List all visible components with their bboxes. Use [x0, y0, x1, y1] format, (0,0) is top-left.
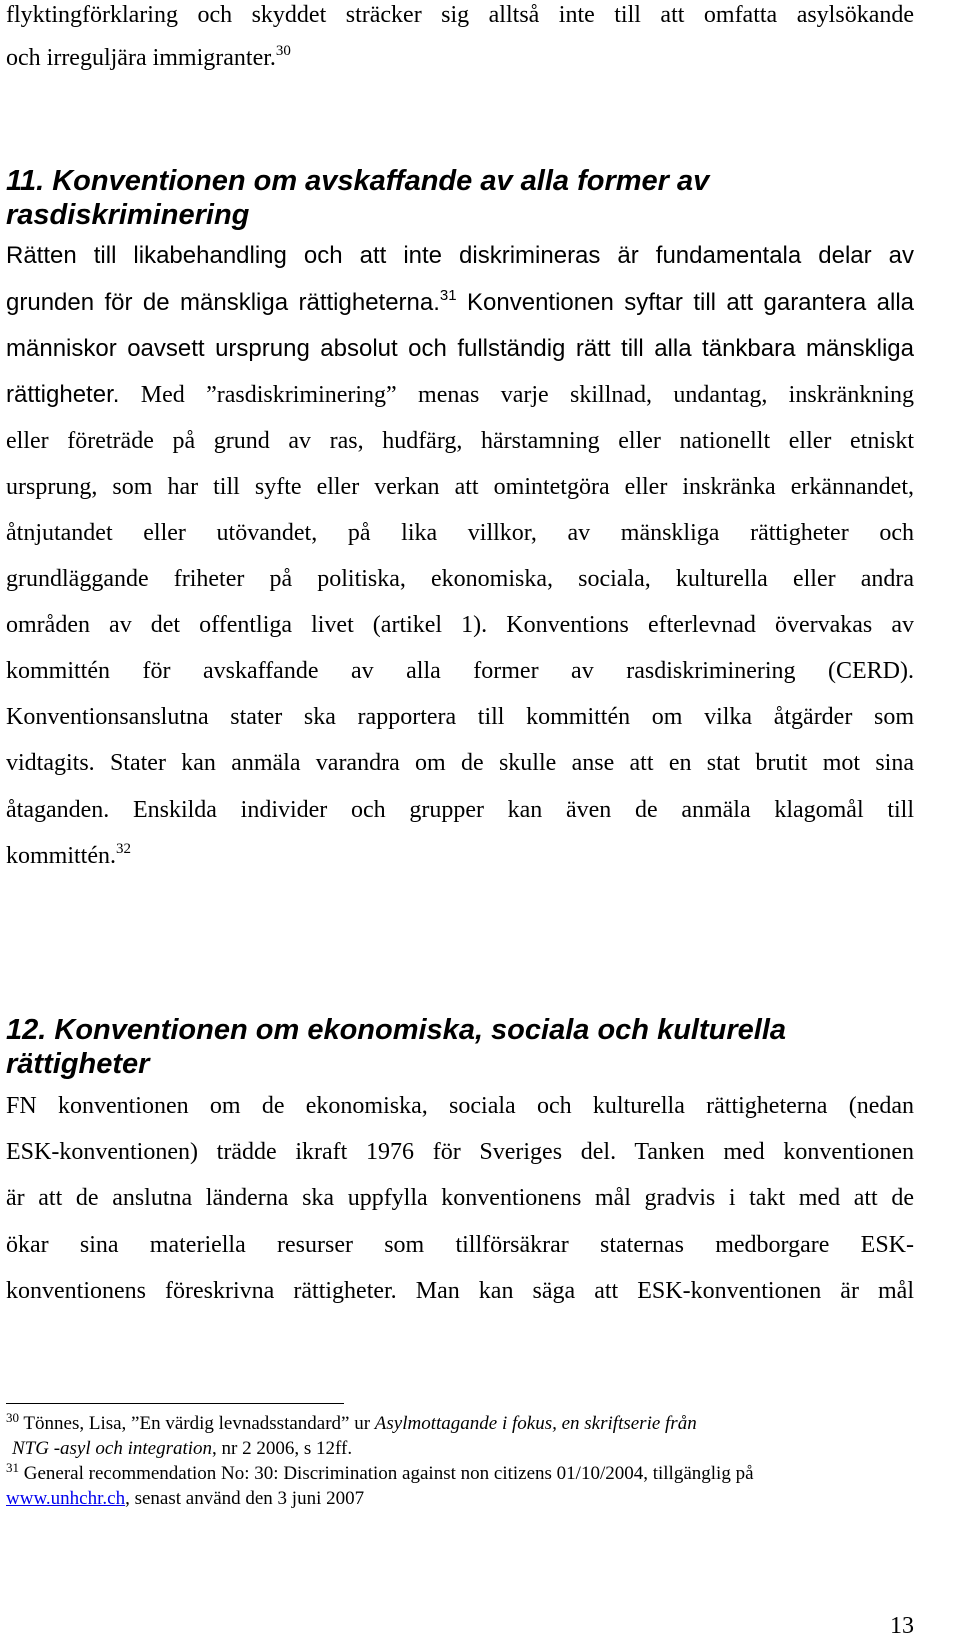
section-12-line-2: ESK-konventionen) trädde ikraft 1976 för Sveriges del. Tanken med konventionen: [6, 1139, 914, 1165]
section-11-line-12: vidtagits. Stater kan anmäla varandra om de skulle anse att en stat brutit mot sina: [6, 750, 914, 776]
section-12-line-1: FN konventionen om de ekonomiska, sociala och kulturella rättigheterna (nedan: [6, 1093, 914, 1119]
section-11-line-10: kommittén för avskaffande av alla former av rasdiskriminering (CERD).: [6, 658, 914, 684]
section-11-heading-line-2: rasdiskriminering: [6, 199, 250, 231]
page-number: 13: [890, 1613, 914, 1639]
section-12-line-4: ökar sina materiella resurser som tillförsäkrar staternas medborgare ESK-: [6, 1232, 914, 1258]
footnote-divider: [6, 1403, 344, 1404]
section-11-line-8: grundläggande friheter på politiska, ekonomiska, sociala, kulturella eller andra: [6, 566, 914, 592]
footnote-ref-30[interactable]: 30: [275, 43, 291, 59]
intro-line-2: och irreguljära immigranter.$^{30}$: [6, 43, 291, 71]
section-11-line-11: Konventionsanslutna stater ska rapportera till kommittén om vilka åtgärder som: [6, 704, 914, 730]
footnote-31-number: 31: [6, 1460, 19, 1475]
section-11-heading-line-1: 11. Konventionen om avskaffande av alla former av: [6, 165, 710, 197]
footnote-31-line-2: www.unhchr.ch, senast använd den 3 juni 2007: [6, 1488, 365, 1509]
section-11-line-9: områden av det offentliga livet (artikel 1). Konventions efterlevnad övervakas av: [6, 612, 914, 638]
footnote-ref-32[interactable]: 32: [116, 841, 131, 857]
unhchr-link[interactable]: www.unhchr.ch: [6, 1488, 126, 1509]
intro-line-1: flyktingförklaring och skyddet sträcker sig alltså inte till att omfatta asylsökande: [6, 2, 914, 28]
section-11-line-14: kommittén.$^{32}$: [6, 841, 131, 869]
footnote-30-number: 30: [6, 1410, 19, 1425]
section-11-line-3: människor oavsett ursprung absolut och fullständig rätt till alla tänkbara mänskliga: [6, 335, 914, 362]
section-12-line-5: konventionens föreskrivna rättigheter. Man kan säga att ESK-konventionen är mål: [6, 1278, 914, 1304]
footnote-30-line-2: NTG -asyl och integration, nr 2 2006, s 12ff.: [12, 1438, 353, 1459]
section-11-line-4: rättigheter. Med ”rasdiskriminering” menas varje skillnad, undantag, inskränkning: [6, 381, 914, 408]
section-11-line-1: Rätten till likabehandling och att inte diskrimineras är fundamentala delar av: [6, 242, 914, 269]
section-12-heading-line-2: rättigheter: [6, 1048, 150, 1080]
footnote-30-line-1: $^{30}$ Tönnes, Lisa, ”En värdig levnadsstandard” ur Asylmottagande i fokus, en skriftserie från: [6, 1410, 697, 1434]
footnote-ref-31[interactable]: 31: [439, 287, 457, 304]
document-page: [6, 0, 914, 1647]
section-11-line-5: eller företräde på grund av ras, hudfärg, härstamning eller nationellt eller etniskt: [6, 428, 914, 454]
section-11-line-2: grunden för de mänskliga rättigheterna.$^{31}$ Konventionen syftar till att garantera alla: [6, 287, 915, 316]
section-11-line-13: åtaganden. Enskilda individer och grupper kan även de anmäla klagomål till: [6, 797, 914, 823]
section-11-line-7: åtnjutandet eller utövandet, på lika villkor, av mänskliga rättigheter och: [6, 520, 914, 546]
footnote-31-line-1: $^{31}$ General recommendation No: 30: Discrimination against non citizens 01/10/2004, tillgänglig på: [6, 1460, 754, 1484]
section-12-line-3: är att de anslutna länderna ska uppfylla konventionens mål gradvis i takt med att de: [6, 1185, 914, 1211]
section-11-line-6: ursprung, som har till syfte eller verkan att omintetgöra eller inskränka erkännandet,: [6, 474, 914, 500]
section-12-heading-line-1: 12. Konventionen om ekonomiska, sociala och kulturella: [6, 1014, 786, 1046]
